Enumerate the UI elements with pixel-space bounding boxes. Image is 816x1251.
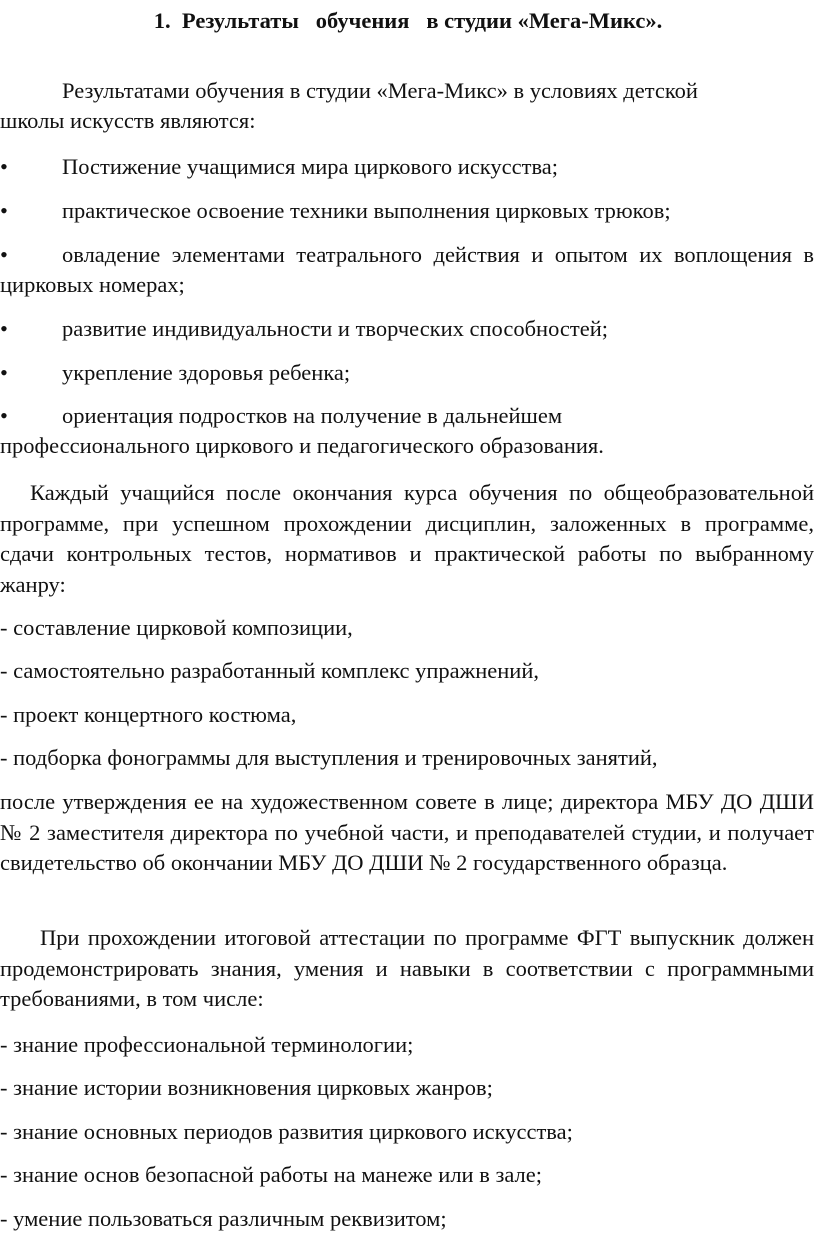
bullet-item-3: [0, 240, 814, 300]
bullet-text: ориентация подростков на получение в дальнейшем профессионального циркового и педагогического образования.: [0, 403, 604, 458]
paragraph-after-approval: после утверждения ее на художественном совете в лице; директора МБУ ДО ДШИ № 2 заместителя директора по учебной части, и преподавателей студии, и получает свидетельство об окончании МБУ ДО ДШИ № 2 государственного образца.: [0, 789, 814, 875]
section-title: 1. Результаты обучения в студии «Мега-Микс».: [153, 8, 663, 33]
bullet-item-2: [0, 196, 814, 226]
bullet-text: Постижение учащимися мира циркового искусства;: [62, 154, 559, 179]
bullet-icon: •: [0, 242, 8, 267]
bullet-item-5: [0, 358, 814, 388]
bullet-text: укрепление здоровья ребенка;: [62, 360, 351, 385]
dash-item-periods: - знание основных периодов развития циркового искусства;: [0, 1119, 573, 1144]
paragraph-final-attestation: При прохождении итоговой аттестации по программе ФГТ выпускник должен продемонстрировать знания, умения и навыки в соответствии с программными требованиями, в том числе:: [0, 925, 814, 1011]
dash-item-history: - знание истории возникновения цирковых жанров;: [0, 1075, 493, 1100]
bullet-item-6: [0, 401, 680, 461]
dash-item-phonogram: - подборка фонограммы для выступления и тренировочных занятий,: [0, 745, 658, 770]
bullet-icon: •: [0, 360, 8, 385]
bullet-icon: •: [0, 154, 8, 179]
dash-item-exercises: - самостоятельно разработанный комплекс упражнений,: [0, 658, 539, 683]
bullet-icon: •: [0, 316, 8, 341]
dash-item-composition: - составление цирковой композиции,: [0, 615, 353, 640]
dash-item-costume: - проект концертного костюма,: [0, 702, 297, 727]
dash-item-terminology: - знание профессиональной терминологии;: [0, 1032, 414, 1057]
dash-item-props: - умение пользоваться различным реквизитом;: [0, 1206, 447, 1231]
intro-paragraph: [0, 76, 814, 136]
paragraph-each-student: Каждый учащийся после окончания курса обучения по общеобразовательной программе, при успешном прохождении дисциплин, заложенных в программе, сдачи контрольных тестов, нормативов и практической работы по выбранному жанру:: [0, 480, 814, 597]
bullet-item-1: [0, 152, 814, 182]
intro-line-1: Результатами обучения в студии «Мега-Микс» в условиях детской: [62, 78, 698, 103]
bullet-icon: •: [0, 403, 8, 428]
bullet-item-4: [0, 314, 814, 344]
intro-line-2: школы искусств являются:: [0, 108, 256, 133]
bullet-text: овладение элементами театрального действия и опытом их воплощения в цирковых номерах;: [0, 242, 814, 297]
bullet-text: развитие индивидуальности и творческих способностей;: [62, 316, 608, 341]
bullet-icon: •: [0, 198, 8, 223]
bullet-text: практическое освоение техники выполнения цирковых трюков;: [62, 198, 671, 223]
dash-item-safety: - знание основ безопасной работы на манеже или в зале;: [0, 1162, 542, 1187]
